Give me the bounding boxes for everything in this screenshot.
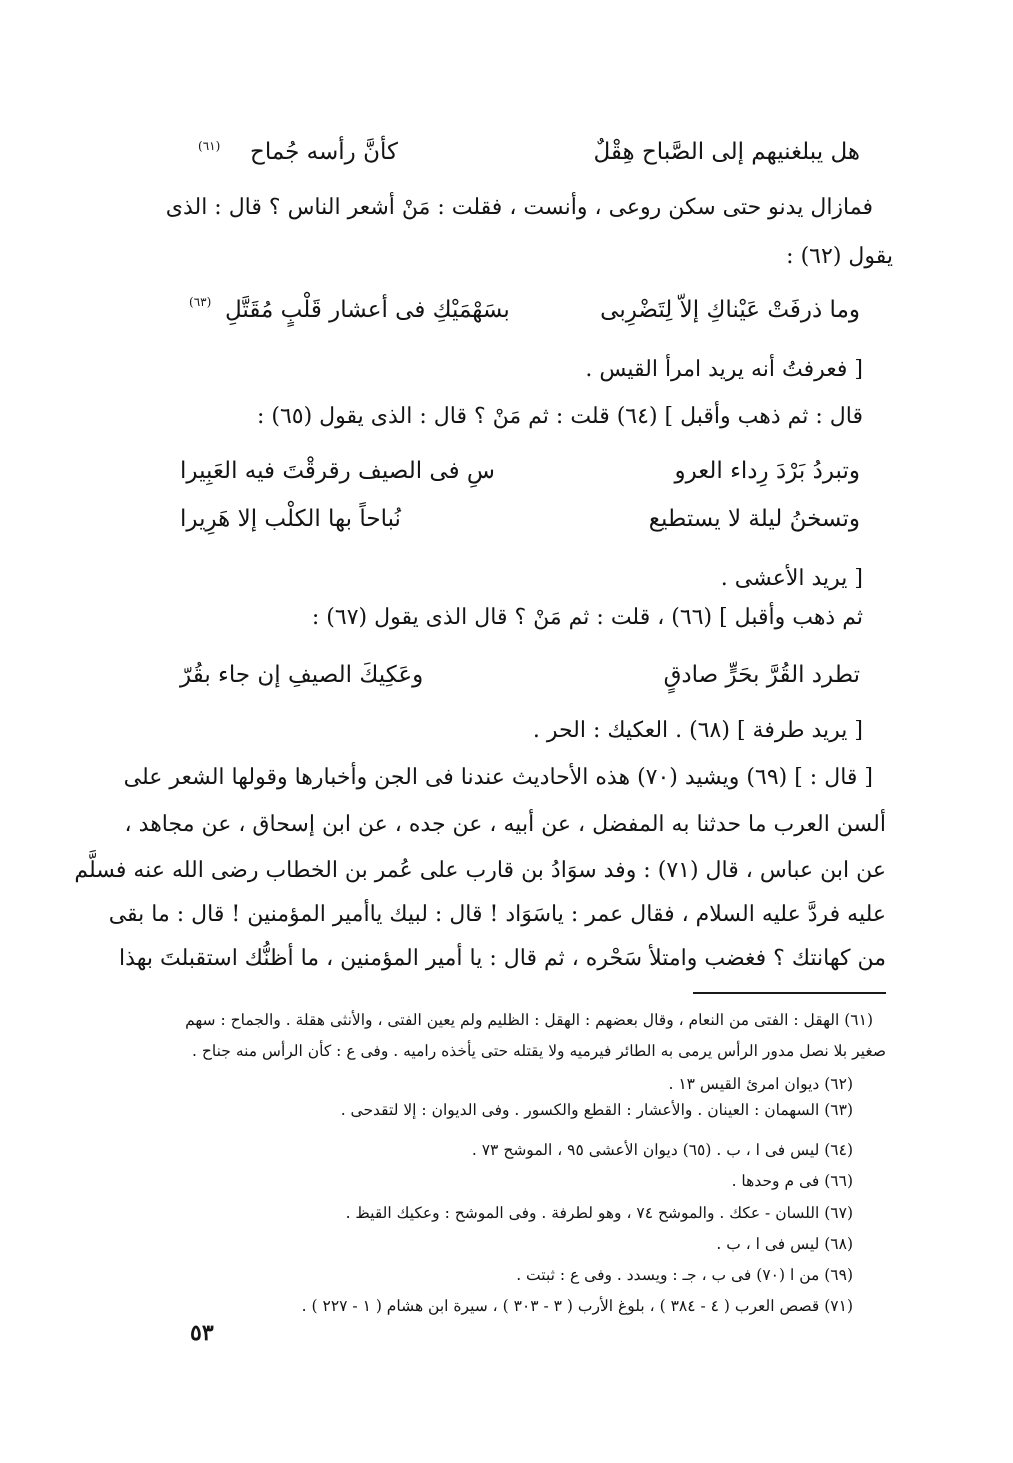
- paragraph-2-line-3: عن ابن عباس ، قال (٧١) : وفد سوَادُ بن قارب على عُمر بن الخطاب رضى الله عنه فسلَّم: [74, 858, 886, 883]
- verse-1-footnote-ref: (٦١): [198, 139, 221, 153]
- verse-2-right-hemistich: وما ذرفَتْ عَيْناكِ إلاّ لِتَضْرِبى: [600, 297, 860, 323]
- footnote-separator: [693, 992, 886, 994]
- verse-3-left-hemistich: سِ فى الصيف رقرقْتَ فيه العَبِيرا: [180, 458, 495, 484]
- footnote-67: (٦٧) اللسان - عكك . والموشح ٧٤ ، وهو لطرفة . وفى الموشح : وعكيك القيظ .: [345, 1204, 853, 1222]
- paragraph-2-line-5: من كهانتك ؟ فغضب وامتلأ سَحْره ، ثم قال : يا أمير المؤمنين ، ما أظنُّك استقبلتَ بهذا: [119, 946, 886, 971]
- line-al-asha: [ يريد الأعشى .: [720, 566, 863, 591]
- verse-2: [189, 295, 860, 327]
- footnote-66: (٦٦) فى م وحدها .: [731, 1172, 853, 1190]
- paragraph-1-line-1: فمازال يدنو حتى سكن روعى ، وأنست ، فقلت : مَنْ أشعر الناس ؟ قال : الذى: [165, 195, 873, 220]
- page-number: ٥٣: [190, 1320, 214, 1346]
- paragraph-2-line-1: [ قال : ] (٦٩) ويشيد (٧٠) هذه الأحاديث عندنا فى الجن وأخبارها وقولها الشعر على: [123, 765, 873, 790]
- verse-1-left-hemistich: كأنَّ رأسه جُماح: [250, 139, 398, 165]
- verse-1: [190, 137, 860, 169]
- footnote-71: (٧١) قصص العرب ( ٤ - ٣٨٤ ) ، بلوغ الأرب ( ٣ - ٣٠٣ ) ، سيرة ابن هشام ( ١ - ٢٢٧ ) .: [301, 1297, 853, 1315]
- paragraph-2-line-4: عليه فردَّ عليه السلام ، فقال عمر : ياسَوَاد ! قال : لبيك ياأمير المؤمنين ! قال : ما بقى: [108, 902, 886, 927]
- verse-3: [180, 456, 860, 488]
- footnote-64-65: (٦٤) ليس فى ا ، ب . (٦٥) ديوان الأعشى ٩٥ ، الموشح ٧٣ .: [471, 1141, 853, 1159]
- footnote-63: (٦٣) السهمان : العينان . والأعشار : القطع والكسور . وفى الديوان : إلا لتقدحى .: [340, 1101, 853, 1119]
- verse-4: [180, 504, 860, 536]
- paragraph-2-line-2: ألسن العرب ما حدثنا به المفضل ، عن أبيه ، عن جده ، عن ابن إسحاق ، عن مجاهد ،: [124, 812, 886, 837]
- verse-5-left-hemistich: وعَكِيكَ الصيفِ إن جاء بقُرّ: [180, 662, 424, 688]
- footnote-68: (٦٨) ليس فى ا ، ب .: [716, 1235, 853, 1253]
- footnote-61-line-2: صغير بلا نصل مدور الرأس يرمى به الطائر فيرميه ولا يقتله حتى يأخذه راميه . وفى ع : كأن الرأس منه جناح .: [192, 1042, 886, 1060]
- paragraph-1-line-2: يقول (٦٢) :: [786, 244, 893, 269]
- verse-5-right-hemistich: تطرد القُرَّ بحَرٍّ صادقٍ: [663, 662, 860, 688]
- verse-3-right-hemistich: وتبردُ بَرْدَ رِداء العرو: [674, 458, 860, 484]
- verse-4-right-hemistich: وتسخنُ ليلة لا يستطيع: [648, 506, 860, 532]
- verse-4-left-hemistich: نُباحاً بها الكلْب إلا هَرِيرا: [180, 506, 401, 532]
- verse-2-footnote-ref: (٦٣): [189, 295, 212, 309]
- line-qal-1: قال : ثم ذهب وأقبل ] (٦٤) قلت : ثم مَنْ ؟ قال : الذى يقول (٦٥) :: [256, 404, 863, 429]
- verse-5: [180, 660, 860, 692]
- footnote-62: (٦٢) ديوان امرئ القيس ١٣ .: [668, 1075, 853, 1093]
- footnote-69-70: (٦٩) من ا (٧٠) فى ب ، جـ : ويسدد . وفى ع : ثبتت .: [516, 1266, 853, 1284]
- line-imru-al-qais: [ فعرفتُ أنه يريد امرأ القيس .: [585, 357, 863, 382]
- verse-1-right-hemistich: هل يبلغنيهم إلى الصَّباح هِقْلٌ: [593, 139, 860, 165]
- line-qal-2: ثم ذهب وأقبل ] (٦٦) ، قلت : ثم مَنْ ؟ قال الذى يقول (٦٧) :: [311, 605, 863, 630]
- verse-2-left-hemistich: بسَهْمَيْكِ فى أعشار قَلْبٍ مُقَتَّلِ: [225, 297, 510, 323]
- line-tarafa: [ يريد طرفة ] (٦٨) . العكيك : الحر .: [532, 718, 863, 743]
- footnote-61-line-1: (٦١) الهقل : الفتى من النعام ، وقال بعضهم : الهقل : الظليم ولم يعين الفتى ، والأنثى هقلة . والجماح : سهم: [185, 1011, 873, 1029]
